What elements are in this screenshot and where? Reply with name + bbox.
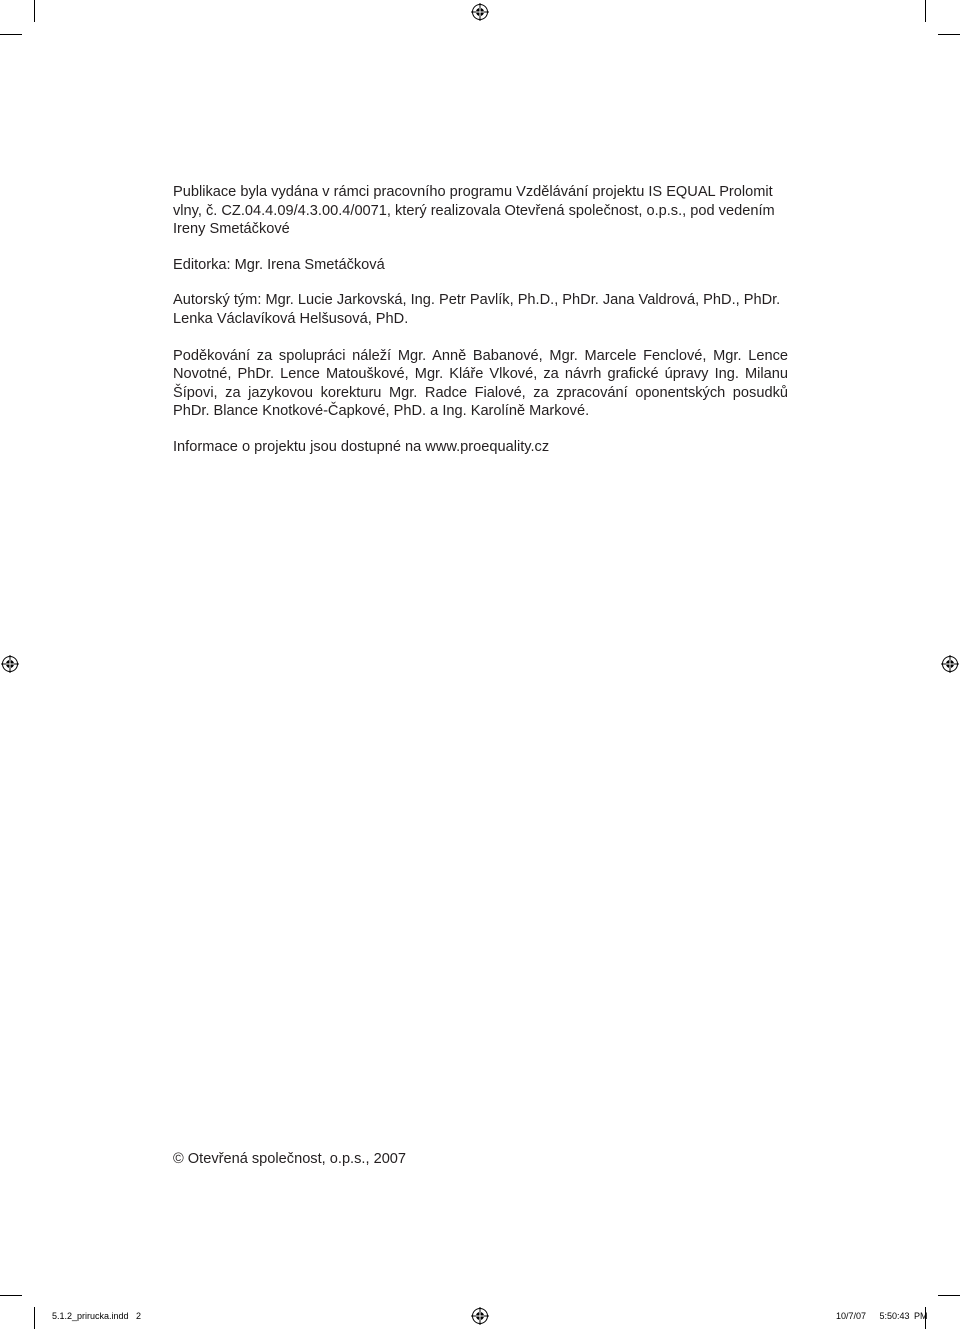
acknowledgements: Poděkování za spolupráci náleží Mgr. Anně Babanové, Mgr. Marcele Fenclové, Mgr. Lence Novotné, PhDr. Lence Matouškové, Mgr. Kláře Vlkové, za návrh grafické úpravy Ing. Milanu Šípovi, za jazykovou korekturu Mgr. Radce Fialové, za zpracování oponentských posudků PhDr. Blance Knotkové-Čapkové, PhD. a Ing. Karolíně Markové. (173, 347, 788, 420)
crop-mark-bottom-left (34, 1307, 35, 1329)
registration-mark-right-icon (941, 655, 959, 673)
crop-mark-bottom-left-h (0, 1295, 22, 1296)
imprint-text-block (173, 183, 788, 474)
copyright-notice: © Otevřená společnost, o.p.s., 2007 (173, 1151, 407, 1167)
crop-mark-bottom-right-h (938, 1295, 960, 1296)
crop-mark-top-left-h (0, 34, 22, 35)
registration-mark-top-icon (471, 3, 489, 21)
crop-mark-top-right (925, 0, 926, 22)
publication-note: Publikace byla vydána v rámci pracovního programu Vzdělávání projektu IS EQUAL Prolomit vlny, č. CZ.04.4.09/4.3.00.4/0071, který realizovala Otevřená společnost, o.p.s., pod vedením Ireny Smetáčkové (173, 184, 775, 238)
project-info: Informace o projektu jsou dostupné na www.proequality.cz (173, 438, 550, 455)
registration-mark-bottom-icon (471, 1307, 489, 1325)
crop-mark-top-right-h (938, 34, 960, 35)
crop-mark-top-left (34, 0, 35, 22)
slug-file-name: 5.1.2_prirucka.indd 2 (52, 1311, 142, 1321)
authors-team: Autorský tým: Mgr. Lucie Jarkovská, Ing. Petr Pavlík, Ph.D., PhDr. Jana Valdrová, PhD., PhDr. Lenka Václavíková Helšusová, PhD. (173, 292, 781, 327)
registration-mark-left-icon (1, 655, 19, 673)
slug-timestamp: 10/7/07 5:50:43 PM (836, 1311, 928, 1321)
editor-line: Editorka: Mgr. Irena Smetáčková (173, 256, 385, 273)
